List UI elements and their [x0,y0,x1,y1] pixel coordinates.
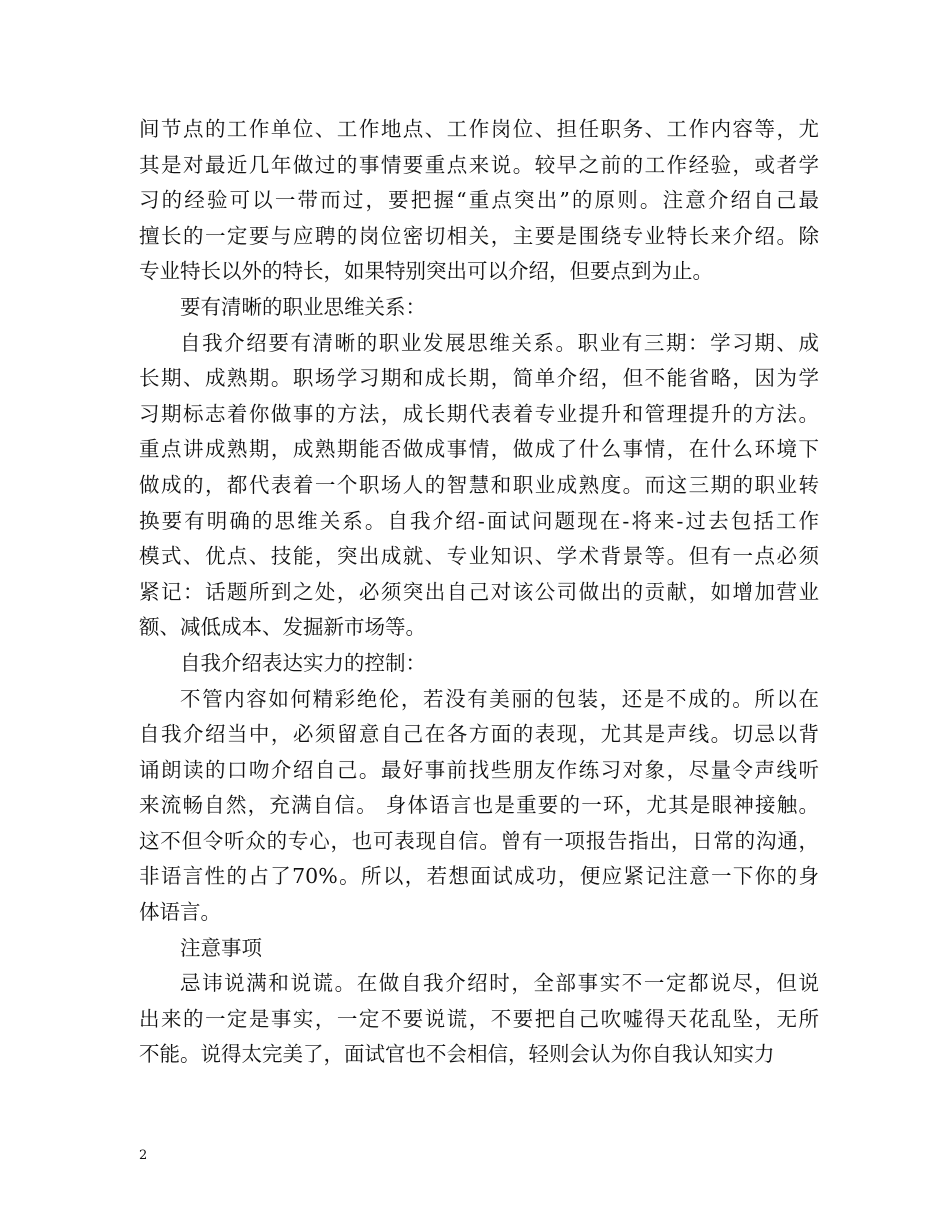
text-line: 习期标志着你做事的方法，成长期代表着专业提升和管理提升的方法。 [139,401,819,426]
text-line: 不能。说得太完美了，面试官也不会相信，轻则会认为你自我认知实力 [139,1042,775,1067]
text-line: 额、减低成本、发掘新市场等。 [139,615,426,640]
text-line: 要有清晰的职业思维关系： [180,294,426,319]
paragraph [139,682,819,931]
text-line: 出来的一定是事实，一定不要说谎，不要把自己吹嘘得天花乱坠，无所 [139,1006,819,1031]
text-line: 紧记：话题所到之处，必须突出自己对该公司做出的贡献，如增加营业 [139,579,819,604]
text-line: 其是对最近几年做过的事情要重点来说。较早之前的工作经验，或者学 [139,152,819,177]
text-line: 自我介绍当中，必须留意自己在各方面的表现，尤其是声线。切忌以背 [139,722,819,747]
paragraph [139,290,819,326]
text-line: 自我介绍表达实力的控制： [180,650,426,675]
text-line: 换要有明确的思维关系。自我介绍-面试问题现在-将来-过去包括工作 [139,508,819,533]
text-line: 忌讳说满和说谎。在做自我介绍时，全部事实不一定都说尽，但说 [180,971,819,996]
paragraph [139,931,819,967]
text-line: 做成的，都代表着一个职场人的智慧和职业成熟度。而这三期的职业转 [139,472,819,497]
text-line: 注意事项 [180,935,262,960]
paragraph [139,646,819,682]
paragraph [139,112,819,290]
text-line: 不管内容如何精彩绝伦，若没有美丽的包装，还是不成的。所以在 [180,686,819,711]
page-number: 2 [139,1148,148,1163]
text-line: 擅长的一定要与应聘的岗位密切相关，主要是围绕专业特长来介绍。除 [139,223,819,248]
text-line: 自我介绍要有清晰的职业发展思维关系。职业有三期：学习期、成 [180,330,819,355]
text-line: 专业特长以外的特长，如果特别突出可以介绍，但要点到为止。 [139,259,713,284]
text-line: 重点讲成熟期，成熟期能否做成事情，做成了什么事情，在什么环境下 [139,437,819,462]
text-line: 长期、成熟期。职场学习期和成长期，简单介绍，但不能省略，因为学 [139,366,819,391]
text-line: 来流畅自然，充满自信。 身体语言也是重要的一环，尤其是眼神接触。 [139,793,819,818]
text-line: 这不但令听众的专心，也可表现自信。曾有一项报告指出，日常的沟通， [139,828,819,853]
document-body [139,112,819,1073]
text-line: 间节点的工作单位、工作地点、工作岗位、担任职务、工作内容等，尤 [139,117,819,141]
text-line: 习的经验可以一带而过，要把握“重点突出”的原则。注意介绍自己最 [139,188,819,213]
text-line: 诵朗读的口吻介绍自己。最好事前找些朋友作练习对象，尽量令声线听 [139,757,819,782]
text-line: 体语言。 [139,900,221,925]
paragraph [139,966,819,1073]
paragraph [139,326,819,646]
text-line: 非语言性的占了70%。所以，若想面试成功，便应紧记注意一下你的身 [139,864,819,889]
text-line: 模式、优点、技能，突出成就、专业知识、学术背景等。但有一点必须 [139,544,819,569]
